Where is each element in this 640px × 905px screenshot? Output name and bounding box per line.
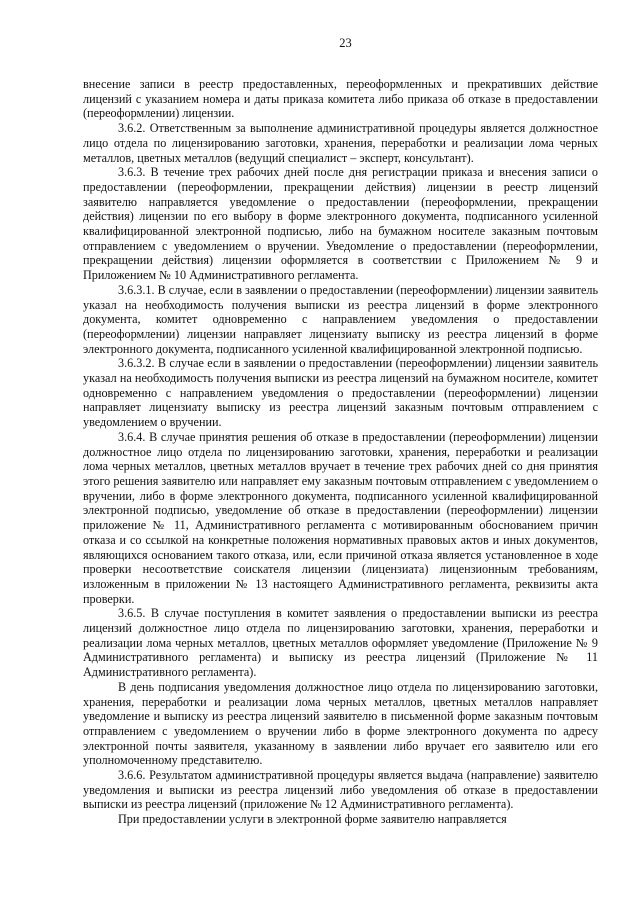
paragraph-continuation: внесение записи в реестр предоставленных, переоформленных и прекративших действие лицензий с указанием номера и даты приказа комитета либо приказа об отказе в предоставлении (переоформлении) лицензии. [83,77,598,121]
page-number: 23 [339,36,352,50]
paragraph-3-6-6: 3.6.6. Результатом административной процедуры является выдача (направление) заявителю уведомления и выписки из реестра лицензий либо уведомления об отказе в предоставлении выписки из реестра лицензий (приложение № 12 Административного регламента). [83,768,598,812]
paragraph-3-6-5: 3.6.5. В случае поступления в комитет заявления о предоставлении выписки из реестра лицензий должностное лицо отдела по лицензированию заготовки, хранения, переработки и реализации лома черных металлов, цветных металлов оформляет уведомление (Приложение № 9 Административного регламента) и выписку из реестра лицензий (Приложение № 11 Административного регламента). [83,606,598,680]
paragraph-signing-day: В день подписания уведомления должностное лицо отдела по лицензированию заготовки, хранения, переработки и реализации лома черных металлов, цветных металлов направляет уведомление и выписку из реестра лицензий заявителю в письменной форме заказным почтовым отправлением с уведомлением о вручении либо в форме электронного документа по адресу электронной почты заявителя, указанному в заявлении либо вручает его заявителю или его уполномоченному представителю. [83,679,598,768]
paragraph-electronic-form: При предоставлении услуги в электронной форме заявителю направляется [118,812,507,827]
paragraph-3-6-3: 3.6.3. В течение трех рабочих дней после дня регистрации приказа и внесения записи о предоставлении (переоформлении, прекращении действия) лицензии в реестр лицензий заявителю направляется уведомление о предоставлении (переоформлении, прекращении действия) лицензии по его выбору в форме электронного документа, подписанного усиленной квалифицированной электронной подписью, либо на бумажном носителе заказным почтовым отправлением с уведомлением о вручении. Уведомление о предоставлении (переоформлении, прекращении действия) лицензии оформляется в соответствии с Приложением № 9 и Приложением № 10 Административного регламента. [83,165,598,283]
paragraph-3-6-2: 3.6.2. Ответственным за выполнение административной процедуры является должностное лицо отдела по лицензированию заготовки, хранения, переработки и реализации лома черных металлов, цветных металлов (ведущий специалист – эксперт, консультант). [83,121,598,165]
paragraph-3-6-3-2: 3.6.3.2. В случае если в заявлении о предоставлении (переоформлении) лицензии заявитель указал на необходимость получения выписки из реестра лицензий на бумажном носителе, комитет одновременно с направлением уведомления о предоставлении (переоформлении) лицензии направляет лицензиату выписку из реестра лицензий заказным почтовым отправлением с уведомлением о вручении. [83,356,598,430]
document-page [83,0,598,827]
paragraph-3-6-4: 3.6.4. В случае принятия решения об отказе в предоставлении (переоформлении) лицензии должностное лицо отдела по лицензированию заготовки, хранения, переработки и реализации лома черных металлов, цветных металлов вручает в течение трех рабочих дней со дня принятия этого решения заявителю или направляет ему заказным почтовым отправлением с уведомлением о вручении, либо в форме электронного документа, подписанного усиленной квалифицированной электронной подписью, уведомление об отказе в предоставлении (переоформлении) лицензии приложение № 11, Административного регламента с мотивированным обоснованием причин отказа и со ссылкой на конкретные положения нормативных правовых актов и иных документов, являющихся основанием такого отказа, или, если причиной отказа является установленное в ходе проверки несоответствие соискателя лицензии (лицензиата) лицензионным требованиям, изложенным в приложении № 13 настоящего Административного регламента, реквизиты акта проверки. [83,429,598,606]
paragraph-3-6-3-1: 3.6.3.1. В случае, если в заявлении о предоставлении (переоформлении) лицензии заявитель указал на необходимость получения выписки из реестра лицензий в форме электронного документа, комитет одновременно с направлением уведомления о предоставлении (переоформлении) лицензии направляет лицензиату выписку из реестра лицензий в форме электронного документа, подписанного усиленной квалифицированной электронной подписью. [83,282,598,356]
